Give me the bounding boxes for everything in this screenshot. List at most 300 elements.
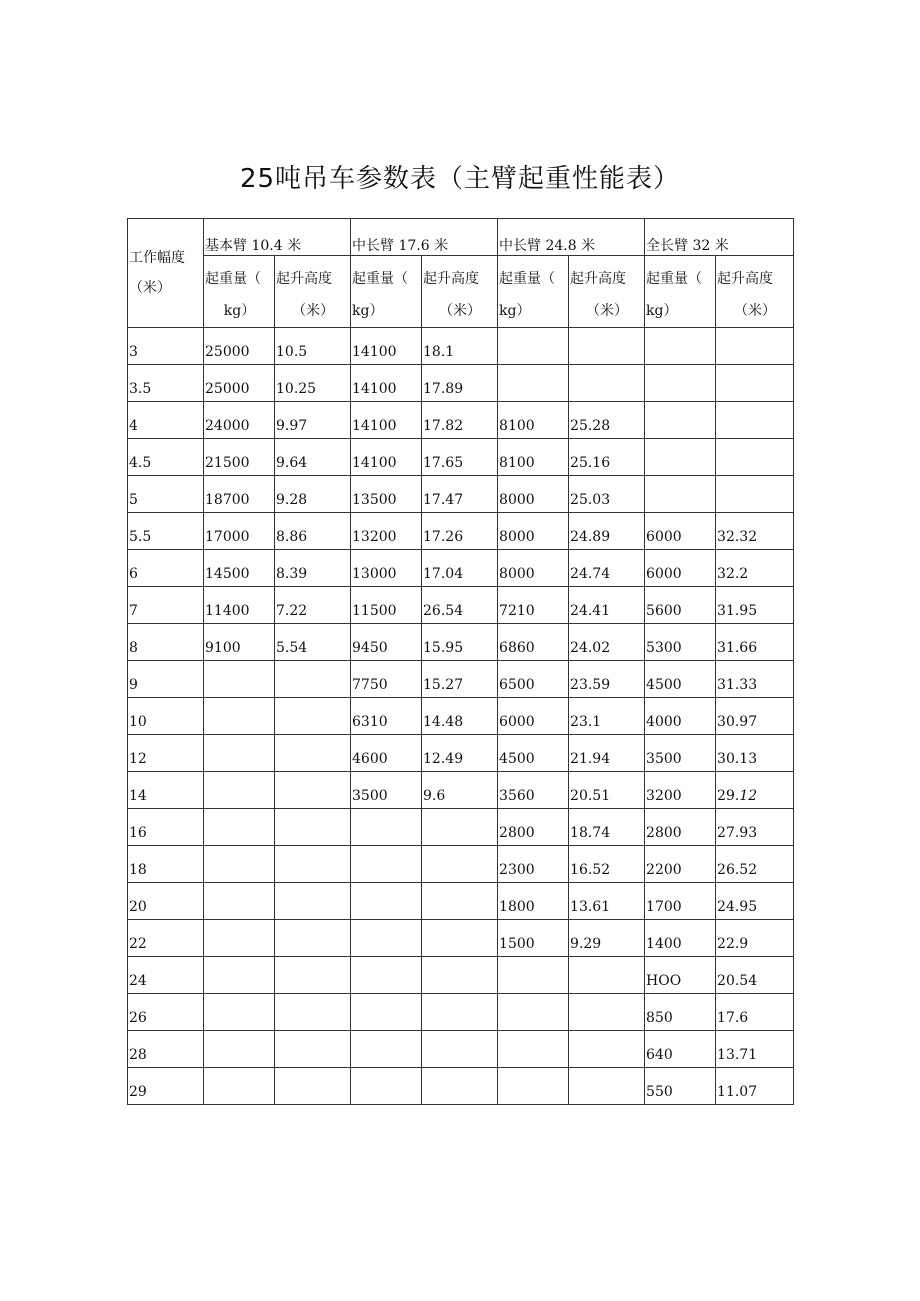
cell-basic-height: [275, 735, 351, 772]
cell-value: 8000: [499, 529, 535, 545]
cell-value: 15.95: [423, 640, 464, 656]
cell-full-weight: [645, 550, 716, 587]
cell-value: 14100: [352, 418, 397, 434]
cell-value: 9.6: [423, 788, 446, 804]
cell-full-weight: [645, 994, 716, 1031]
cell-value: 640: [646, 1047, 673, 1063]
cell-mid24-weight: [498, 328, 569, 365]
cell-full-height: [716, 624, 794, 661]
cell-value: 22.9: [717, 936, 749, 952]
cell-basic-weight: [204, 1031, 275, 1068]
cell-basic-weight: [204, 365, 275, 402]
cell-mid24-weight: [498, 883, 569, 920]
cell-mid17-height: [422, 476, 498, 513]
header-weight: [351, 256, 422, 328]
cell-full-height: [716, 772, 794, 809]
table-row: [128, 994, 794, 1031]
cell-value: 28: [129, 1047, 147, 1063]
cell-mid17-height: [422, 957, 498, 994]
cell-full-weight: [645, 513, 716, 550]
cell-value: 13.61: [570, 899, 611, 915]
cell-value: 25.16: [570, 455, 611, 471]
cell-value: 6500: [499, 677, 535, 693]
cell-mid24-height: [569, 439, 645, 476]
cell-mid17-height: [422, 624, 498, 661]
cell-full-height: [716, 957, 794, 994]
cell-value: 14500: [205, 566, 250, 582]
header-boom-mid-17: 中长臂 17.6 米: [351, 219, 498, 256]
cell-radius: [128, 698, 204, 735]
cell-radius: [128, 402, 204, 439]
cell-value: 29.: [717, 788, 740, 804]
cell-mid17-weight: [351, 328, 422, 365]
cell-value: 25000: [205, 344, 250, 360]
cell-value: 5.5: [129, 529, 152, 545]
cell-full-height: [716, 365, 794, 402]
cell-mid17-weight: [351, 624, 422, 661]
cell-value: 8.86: [276, 529, 308, 545]
cell-full-weight: [645, 846, 716, 883]
cell-basic-weight: [204, 920, 275, 957]
cell-mid17-weight: [351, 661, 422, 698]
cell-value: 24.95: [717, 899, 758, 915]
cell-value: 6000: [499, 714, 535, 730]
cell-value: 24.89: [570, 529, 611, 545]
header-weight-line2: kg）: [352, 303, 384, 319]
cell-value: 13500: [352, 492, 397, 508]
cell-basic-weight: [204, 328, 275, 365]
cell-mid24-height: [569, 624, 645, 661]
cell-value: 29: [129, 1084, 147, 1100]
cell-value: 13.71: [717, 1047, 758, 1063]
cell-basic-height: [275, 365, 351, 402]
header-height: [422, 256, 498, 328]
cell-basic-weight: [204, 772, 275, 809]
cell-basic-height: [275, 846, 351, 883]
cell-full-height: [716, 920, 794, 957]
cell-value: 9.28: [276, 492, 308, 508]
header-boom-full: 全长臂 32 米: [645, 219, 794, 256]
cell-mid24-height: [569, 402, 645, 439]
header-weight-line2: kg）: [646, 303, 678, 319]
table-row: [128, 328, 794, 365]
cell-mid17-weight: [351, 957, 422, 994]
cell-value: 26.54: [423, 603, 464, 619]
cell-mid24-weight: [498, 698, 569, 735]
table-row: [128, 365, 794, 402]
table-row: [128, 698, 794, 735]
cell-basic-weight: [204, 476, 275, 513]
header-weight-line2: kg）: [223, 303, 256, 319]
header-row-units: [128, 256, 794, 328]
cell-mid17-weight: [351, 772, 422, 809]
table-row: [128, 1068, 794, 1105]
cell-basic-weight: [204, 402, 275, 439]
cell-mid17-weight: [351, 550, 422, 587]
cell-full-weight: [645, 439, 716, 476]
cell-value: 25.03: [570, 492, 611, 508]
cell-basic-height: [275, 920, 351, 957]
cell-radius: [128, 1068, 204, 1105]
cell-value: 22: [129, 936, 147, 952]
cell-full-height: [716, 513, 794, 550]
cell-mid24-height: [569, 476, 645, 513]
cell-full-height: [716, 735, 794, 772]
cell-value: 13200: [352, 529, 397, 545]
cell-mid24-weight: [498, 1031, 569, 1068]
table-row: [128, 587, 794, 624]
cell-mid17-weight: [351, 365, 422, 402]
cell-mid17-weight: [351, 402, 422, 439]
cell-mid24-weight: [498, 735, 569, 772]
cell-value: 17.26: [423, 529, 464, 545]
cell-value: 17000: [205, 529, 250, 545]
table-row: [128, 476, 794, 513]
cell-value: 26: [129, 1010, 147, 1026]
cell-value: 2800: [646, 825, 682, 841]
cell-mid24-weight: [498, 809, 569, 846]
cell-basic-height: [275, 550, 351, 587]
cell-full-height: [716, 661, 794, 698]
cell-value: 20.51: [570, 788, 611, 804]
cell-basic-height: [275, 809, 351, 846]
cell-mid24-height: [569, 587, 645, 624]
cell-value: 8100: [499, 455, 535, 471]
cell-mid24-weight: [498, 513, 569, 550]
cell-mid24-weight: [498, 587, 569, 624]
cell-mid24-height: [569, 661, 645, 698]
cell-mid17-height: [422, 587, 498, 624]
cell-basic-weight: [204, 957, 275, 994]
cell-radius: [128, 476, 204, 513]
cell-value: 31.33: [717, 677, 758, 693]
header-height: [275, 256, 351, 328]
cell-full-height: [716, 328, 794, 365]
cell-mid24-height: [569, 550, 645, 587]
cell-value: 8.39: [276, 566, 308, 582]
cell-full-height: [716, 550, 794, 587]
cell-mid17-height: [422, 328, 498, 365]
cell-value: HOO: [646, 973, 682, 989]
cell-mid24-height: [569, 809, 645, 846]
cell-value: 6: [129, 566, 138, 582]
cell-radius: [128, 735, 204, 772]
cell-mid17-weight: [351, 476, 422, 513]
cell-value: 3500: [352, 788, 388, 804]
cell-value: 2200: [646, 862, 682, 878]
table-row: [128, 439, 794, 476]
cell-mid24-weight: [498, 994, 569, 1031]
cell-full-weight: [645, 661, 716, 698]
cell-radius: [128, 328, 204, 365]
cell-value: 17.04: [423, 566, 464, 582]
cell-value: 7750: [352, 677, 388, 693]
cell-full-weight: [645, 587, 716, 624]
cell-value: 5: [129, 492, 138, 508]
cell-value: 14100: [352, 455, 397, 471]
cell-basic-weight: [204, 624, 275, 661]
cell-value: 24.02: [570, 640, 611, 656]
cell-mid17-weight: [351, 994, 422, 1031]
cell-full-height: [716, 883, 794, 920]
cell-basic-weight: [204, 735, 275, 772]
cell-value: 30.97: [717, 714, 758, 730]
cell-value: 3560: [499, 788, 535, 804]
cell-mid17-height: [422, 1068, 498, 1105]
table-row: [128, 624, 794, 661]
header-weight-line1: 起重量（: [352, 271, 409, 287]
cell-value: 17.89: [423, 381, 464, 397]
cell-value: 8000: [499, 566, 535, 582]
table-row: [128, 809, 794, 846]
cell-value: 4000: [646, 714, 682, 730]
cell-value: 27.93: [717, 825, 758, 841]
table-row: [128, 1031, 794, 1068]
cell-full-height: [716, 698, 794, 735]
cell-value: 11400: [205, 603, 250, 619]
cell-value: 5600: [646, 603, 682, 619]
cell-basic-height: [275, 661, 351, 698]
cell-mid17-height: [422, 920, 498, 957]
cell-value: 18.74: [570, 825, 611, 841]
cell-value: 1700: [646, 899, 682, 915]
cell-mid17-weight: [351, 1068, 422, 1105]
cell-basic-height: [275, 1031, 351, 1068]
table-row: [128, 402, 794, 439]
cell-mid24-weight: [498, 772, 569, 809]
cell-mid24-weight: [498, 550, 569, 587]
cell-value: 30.13: [717, 751, 758, 767]
cell-basic-height: [275, 476, 351, 513]
cell-mid24-height: [569, 1031, 645, 1068]
cell-value: 20: [129, 899, 147, 915]
cell-value: 21.94: [570, 751, 611, 767]
cell-value: 23.1: [570, 714, 602, 730]
cell-mid17-height: [422, 661, 498, 698]
cell-basic-height: [275, 439, 351, 476]
cell-mid24-height: [569, 328, 645, 365]
cell-mid17-height: [422, 735, 498, 772]
cell-full-weight: [645, 698, 716, 735]
cell-full-weight: [645, 365, 716, 402]
cell-basic-height: [275, 402, 351, 439]
cell-value: 3500: [646, 751, 682, 767]
cell-mid24-height: [569, 513, 645, 550]
cell-basic-height: [275, 772, 351, 809]
cell-mid17-height: [422, 698, 498, 735]
cell-full-weight: [645, 883, 716, 920]
header-height-line2: （米）: [586, 303, 629, 319]
cell-value: 12: [129, 751, 147, 767]
cell-full-weight: [645, 957, 716, 994]
cell-value: 32.2: [717, 566, 749, 582]
cell-mid24-weight: [498, 439, 569, 476]
cell-value: 14100: [352, 381, 397, 397]
cell-radius: [128, 809, 204, 846]
header-radius-line1: 工作幅度: [129, 250, 185, 266]
cell-radius: [128, 994, 204, 1031]
cell-value: 24000: [205, 418, 250, 434]
cell-full-weight: [645, 476, 716, 513]
header-weight: [498, 256, 569, 328]
cell-mid24-weight: [498, 920, 569, 957]
cell-value: 21500: [205, 455, 250, 471]
cell-basic-height: [275, 1068, 351, 1105]
cell-radius: [128, 550, 204, 587]
cell-value: 17.6: [717, 1010, 749, 1026]
header-height-line2: （米）: [292, 303, 334, 319]
cell-mid17-height: [422, 513, 498, 550]
cell-value: 10.25: [276, 381, 317, 397]
cell-radius: [128, 587, 204, 624]
cell-full-height: [716, 439, 794, 476]
cell-mid24-weight: [498, 402, 569, 439]
table-row: [128, 846, 794, 883]
cell-full-height: [716, 1031, 794, 1068]
table-row: [128, 661, 794, 698]
cell-value: 1500: [499, 936, 535, 952]
cell-full-weight: [645, 772, 716, 809]
cell-basic-weight: [204, 1068, 275, 1105]
cell-value: 850: [646, 1010, 673, 1026]
cell-value: 3: [129, 344, 138, 360]
crane-performance-table: [127, 218, 794, 1105]
cell-mid17-height: [422, 846, 498, 883]
cell-radius: [128, 920, 204, 957]
cell-mid24-height: [569, 365, 645, 402]
cell-value: 3.5: [129, 381, 152, 397]
cell-mid24-height: [569, 1068, 645, 1105]
cell-basic-weight: [204, 661, 275, 698]
cell-mid24-height: [569, 957, 645, 994]
cell-basic-height: [275, 587, 351, 624]
cell-value: 2800: [499, 825, 535, 841]
cell-basic-weight: [204, 698, 275, 735]
cell-radius: [128, 883, 204, 920]
cell-value-italic-suffix: 12: [739, 788, 758, 804]
cell-mid17-height: [422, 402, 498, 439]
cell-value: 7: [129, 603, 138, 619]
cell-mid17-weight: [351, 513, 422, 550]
cell-value: 1400: [646, 936, 682, 952]
cell-radius: [128, 661, 204, 698]
cell-value: 16: [129, 825, 147, 841]
cell-mid24-weight: [498, 846, 569, 883]
cell-value: 31.95: [717, 603, 758, 619]
cell-full-height: [716, 846, 794, 883]
cell-value: 12.49: [423, 751, 464, 767]
cell-value: 9.97: [276, 418, 308, 434]
cell-value: 10.5: [276, 344, 308, 360]
cell-mid24-height: [569, 846, 645, 883]
cell-value: 14.48: [423, 714, 464, 730]
cell-value: 25000: [205, 381, 250, 397]
cell-value: 9.64: [276, 455, 308, 471]
cell-value: 1800: [499, 899, 535, 915]
cell-full-height: [716, 1068, 794, 1105]
cell-value: 8100: [499, 418, 535, 434]
cell-value: 18: [129, 862, 147, 878]
header-weight-line2: kg）: [499, 303, 531, 319]
cell-basic-height: [275, 513, 351, 550]
cell-value: 17.65: [423, 455, 464, 471]
cell-mid17-weight: [351, 846, 422, 883]
cell-mid24-height: [569, 698, 645, 735]
cell-basic-height: [275, 698, 351, 735]
header-weight: [645, 256, 716, 328]
cell-full-height: [716, 809, 794, 846]
cell-value: 7210: [499, 603, 535, 619]
cell-basic-weight: [204, 809, 275, 846]
header-weight-line1: 起重量（: [646, 271, 703, 287]
page-title: 25吨吊车参数表（主臂起重性能表）: [239, 164, 681, 194]
cell-value: 16.52: [570, 862, 611, 878]
cell-full-weight: [645, 1031, 716, 1068]
cell-mid24-weight: [498, 365, 569, 402]
cell-basic-weight: [204, 550, 275, 587]
cell-mid17-height: [422, 550, 498, 587]
header-height-line2: （米）: [439, 303, 482, 319]
cell-mid17-weight: [351, 809, 422, 846]
table-row: [128, 550, 794, 587]
cell-radius: [128, 772, 204, 809]
header-height-line1: 起升高度: [423, 271, 480, 287]
cell-full-weight: [645, 809, 716, 846]
cell-full-height: [716, 994, 794, 1031]
table-row: [128, 957, 794, 994]
cell-full-weight: [645, 328, 716, 365]
header-weight: [204, 256, 275, 328]
cell-full-height: [716, 476, 794, 513]
cell-value: 32.32: [717, 529, 758, 545]
cell-full-weight: [645, 402, 716, 439]
cell-value: 4600: [352, 751, 388, 767]
cell-mid17-weight: [351, 587, 422, 624]
cell-basic-weight: [204, 513, 275, 550]
cell-mid17-height: [422, 994, 498, 1031]
cell-value: 9.29: [570, 936, 602, 952]
cell-basic-weight: [204, 883, 275, 920]
header-boom-basic: 基本臂 10.4 米: [204, 219, 351, 256]
cell-mid17-height: [422, 365, 498, 402]
cell-basic-weight: [204, 994, 275, 1031]
cell-radius: [128, 957, 204, 994]
cell-radius: [128, 1031, 204, 1068]
header-height-line1: 起升高度: [570, 271, 627, 287]
cell-value: 13000: [352, 566, 397, 582]
cell-mid17-weight: [351, 1031, 422, 1068]
cell-full-height: [716, 402, 794, 439]
cell-full-weight: [645, 735, 716, 772]
cell-mid24-weight: [498, 476, 569, 513]
cell-value: 6860: [499, 640, 535, 656]
cell-mid17-weight: [351, 735, 422, 772]
cell-mid24-height: [569, 735, 645, 772]
cell-value: 4: [129, 418, 138, 434]
cell-value: 11.07: [717, 1084, 758, 1100]
cell-full-weight: [645, 1068, 716, 1105]
cell-value: 5.54: [276, 640, 308, 656]
cell-mid17-height: [422, 1031, 498, 1068]
cell-mid17-weight: [351, 698, 422, 735]
cell-radius: [128, 439, 204, 476]
header-height-line1: 起升高度: [717, 271, 774, 287]
cell-value: 6000: [646, 566, 682, 582]
cell-value: 3200: [646, 788, 682, 804]
cell-value: 17.82: [423, 418, 464, 434]
header-height-line2: （米）: [734, 303, 777, 319]
cell-mid17-height: [422, 883, 498, 920]
